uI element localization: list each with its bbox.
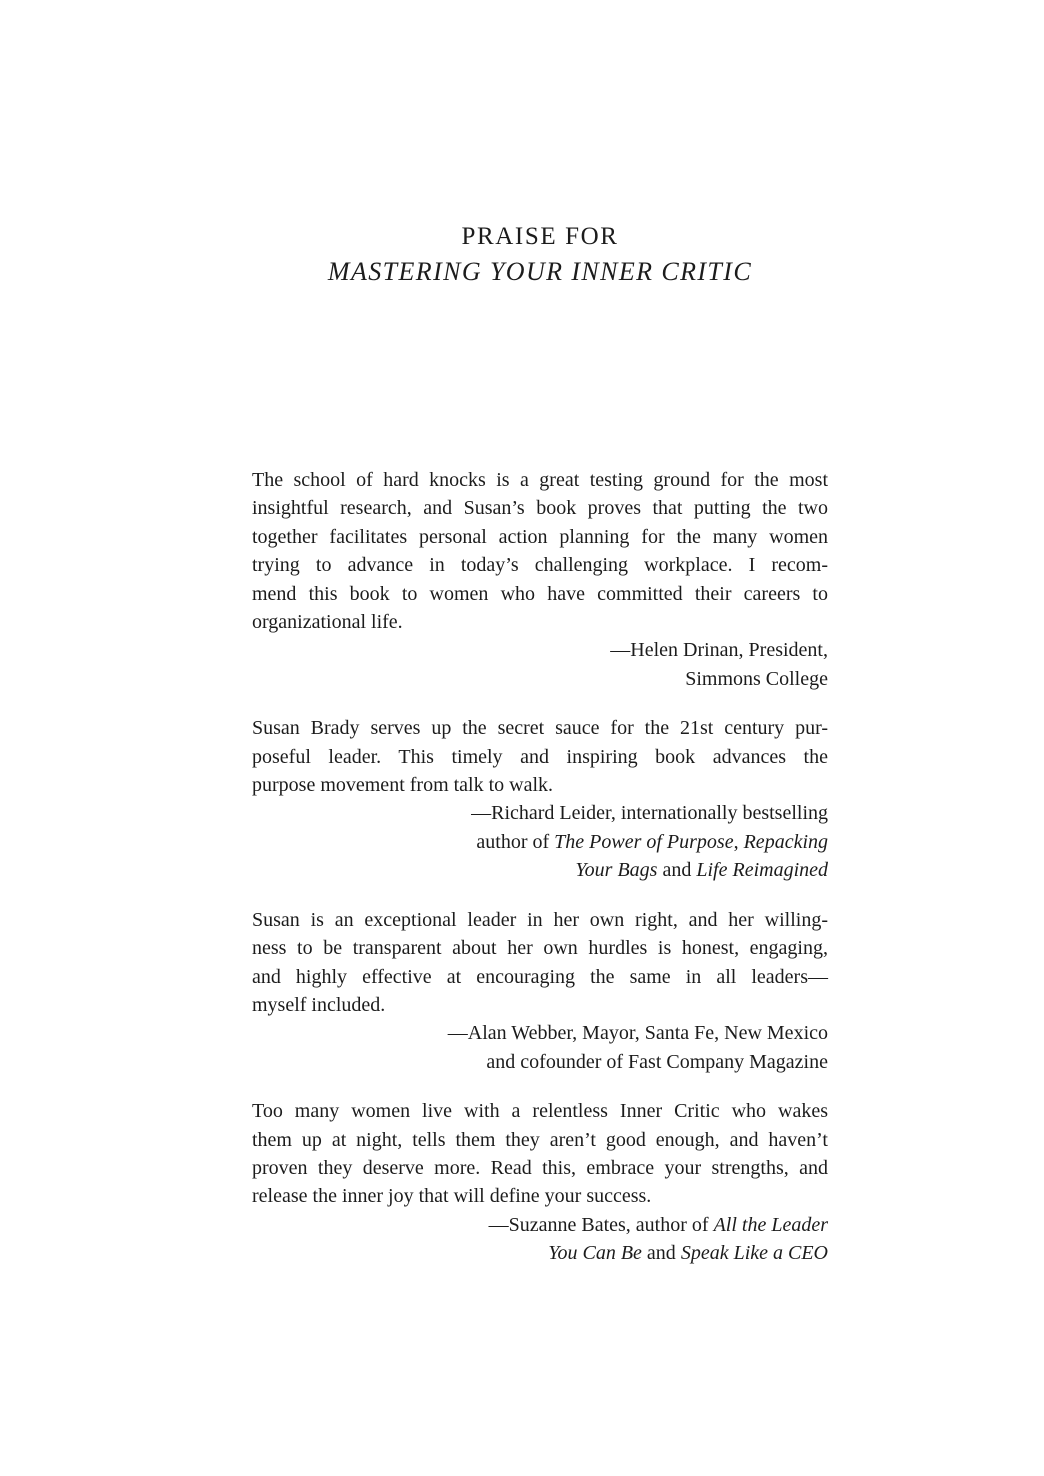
attribution-line xyxy=(252,636,828,664)
attribution-org: Simmons College xyxy=(685,667,828,690)
blurb-text-line: purpose movement from talk to walk. xyxy=(252,774,554,797)
praise-blurb-richard-leider xyxy=(252,714,828,884)
book-title-italic: You Can Be xyxy=(548,1242,642,1265)
blurb-text-line: release the inner joy that will define your success. xyxy=(252,1185,652,1208)
blurb-text-line: insightful research, and Susan’s book proves that putting the two xyxy=(252,497,828,520)
attribution-name: —Suzanne Bates, author of xyxy=(488,1213,714,1236)
praise-blurb-alan-webber xyxy=(252,906,828,1076)
attribution-name: —Alan Webber, Mayor, Santa Fe, New Mexico xyxy=(447,1022,828,1045)
page-heading xyxy=(252,219,828,289)
blurb-text-line: and highly effective at encouraging the same in all leaders— xyxy=(252,965,828,988)
book-title-italic: All the Leader xyxy=(713,1213,828,1236)
praise-quotes xyxy=(252,466,828,1289)
blurb-text-line: together facilitates personal action planning for the many women xyxy=(252,525,828,548)
blurb-text-line: mend this book to women who have committed their careers to xyxy=(252,582,828,605)
book-title-italic: Life Reimagined xyxy=(696,859,828,882)
attribution-name: —Helen Drinan, President, xyxy=(610,639,828,662)
praise-blurb-helen-drinan xyxy=(252,466,828,693)
attribution-line: author of The Power of Purpose, Repacking xyxy=(476,830,828,853)
book-title-italic: Repacking xyxy=(743,830,828,853)
blurb-text-line: myself included. xyxy=(252,993,386,1016)
attribution-line xyxy=(252,1019,828,1047)
book-title-italic: The Power of Purpose xyxy=(554,830,734,853)
attribution-line xyxy=(252,1048,828,1076)
blurb-text-line: ness to be transparent about her own hurdles is honest, engaging, xyxy=(252,937,828,960)
attribution-line xyxy=(252,799,828,827)
praise-blurb-suzanne-bates xyxy=(252,1097,828,1267)
attribution-org: and cofounder of Fast Company Magazine xyxy=(486,1050,828,1073)
blurb-text-line: Susan Brady serves up the secret sauce for the 21st century pur- xyxy=(252,717,828,740)
blurb-text-line: The school of hard knocks is a great testing ground for the most xyxy=(252,469,828,491)
attribution-name: —Richard Leider, internationally bestselling xyxy=(471,802,828,825)
blurb-text-line: poseful leader. This timely and inspiring book advances the xyxy=(252,745,828,768)
praise-for-heading: PRAISE FOR xyxy=(461,223,619,250)
attribution-line: Your Bags and Life Reimagined xyxy=(575,859,828,882)
blurb-text-line: trying to advance in today’s challenging workplace. I recom- xyxy=(252,554,828,577)
blurb-text-line: proven they deserve more. Read this, embrace your strengths, and xyxy=(252,1156,828,1179)
book-title-italic: Speak Like a CEO xyxy=(680,1242,828,1265)
attribution-line: You Can Be and Speak Like a CEO xyxy=(548,1242,828,1265)
attribution-line xyxy=(252,665,828,693)
blurb-text-line: Susan is an exceptional leader in her own right, and her willing- xyxy=(252,908,828,931)
book-title-italic: Your Bags xyxy=(575,859,658,882)
blurb-text-line: Too many women live with a relentless Inner Critic who wakes xyxy=(252,1100,828,1123)
book-title-heading: MASTERING YOUR INNER CRITIC xyxy=(327,257,753,286)
blurb-text-line: organizational life. xyxy=(252,611,403,634)
blurb-text-line: them up at night, tells them they aren’t good enough, and haven’t xyxy=(252,1128,828,1151)
attribution-line xyxy=(252,1211,828,1239)
